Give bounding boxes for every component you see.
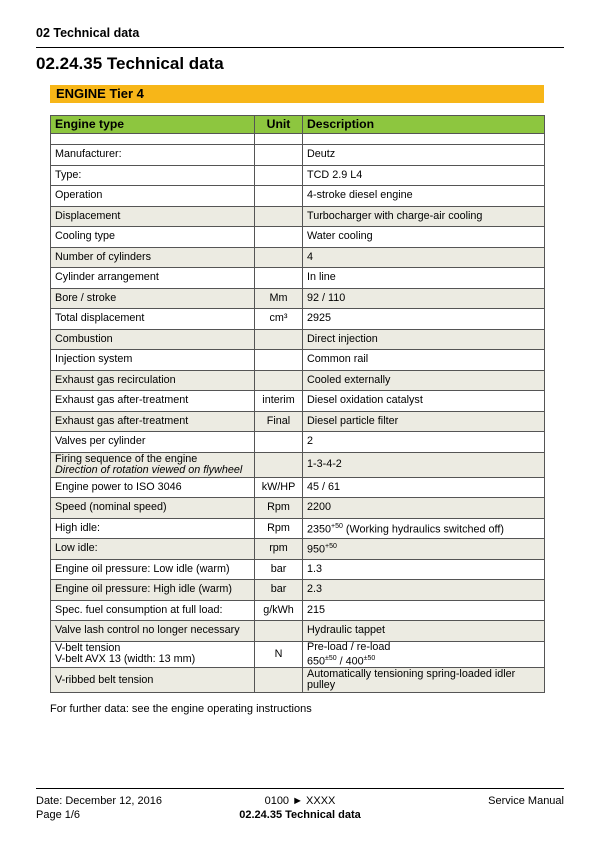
col-header-description: Description [303,116,545,134]
row-unit [255,165,303,186]
table-row [51,539,545,560]
row-label: Operation [51,186,255,207]
table-row [51,206,545,227]
row-label: Valve lash control no longer necessary [51,621,255,642]
header-rule [36,47,564,48]
col-header-engine-type: Engine type [51,116,255,134]
row-description [303,641,545,668]
row-label: Cylinder arrangement [51,268,255,289]
row-label: High idle: [51,518,255,539]
row-description: 2 [303,432,545,453]
table-row [51,145,545,166]
row-label: Engine power to ISO 3046 [51,477,255,498]
footer-page: Page 1/6 [36,809,81,821]
row-description: 2925 [303,309,545,330]
table-row [51,411,545,432]
table-row [51,559,545,580]
row-unit [255,145,303,166]
row-description: Deutz [303,145,545,166]
table-row [51,350,545,371]
row-description: 92 / 110 [303,288,545,309]
table-row [51,186,545,207]
row-unit [255,329,303,350]
footer-date: Date: December 12, 2016 [36,795,162,807]
row-label-line1: V-belt tension [55,642,121,655]
desc-value: 950 [307,544,326,557]
row-unit [255,186,303,207]
desc-tail: (Working hydraulics switched off) [342,523,504,536]
row-unit [255,206,303,227]
table-header-row [51,116,545,134]
row-description [303,539,545,560]
table-row [51,370,545,391]
desc-line2 [307,653,540,668]
row-label: Manufacturer: [51,145,255,166]
table-row [51,452,545,477]
row-label: Type: [51,165,255,186]
row-description: Direct injection [303,329,545,350]
row-label: Injection system [51,350,255,371]
row-label: Total displacement [51,309,255,330]
row-description: 1-3-4-2 [303,452,545,477]
table-row [51,391,545,412]
footer-rule [36,788,564,789]
row-description [303,518,545,539]
footer-manual: Service Manual [488,795,564,807]
row-description [303,668,545,693]
desc-value: 650 [307,655,326,668]
row-unit [255,227,303,248]
row-unit: Rpm [255,518,303,539]
desc-tolerance: +50 [325,543,337,551]
desc-tolerance: +50 [331,522,343,530]
row-label [51,641,255,668]
row-unit: interim [255,391,303,412]
row-description: Diesel particle filter [303,411,545,432]
row-unit: rpm [255,539,303,560]
row-label: Exhaust gas after-treatment [51,391,255,412]
row-unit: kW/HP [255,477,303,498]
page-title: 02.24.35 Technical data [36,54,224,73]
row-unit [255,432,303,453]
table-row [51,477,545,498]
row-description: Common rail [303,350,545,371]
row-label: Combustion [51,329,255,350]
row-description: 215 [303,600,545,621]
table-row [51,165,545,186]
further-data-note: For further data: see the engine operating instructions [50,703,312,715]
desc-line1: Pre-load / re-load [307,641,391,653]
col-header-unit: Unit [255,116,303,134]
row-unit [255,268,303,289]
row-label: Spec. fuel consumption at full load: [51,600,255,621]
row-unit: bar [255,559,303,580]
desc-tolerance: ±50 [325,654,337,662]
table-row [51,247,545,268]
row-unit: g/kWh [255,600,303,621]
row-label: Engine oil pressure: Low idle (warm) [51,559,255,580]
row-description: Diesel oxidation catalyst [303,391,545,412]
chapter-header: 02 Technical data [36,26,140,40]
row-unit [255,350,303,371]
row-label: Valves per cylinder [51,432,255,453]
section-heading: ENGINE Tier 4 [50,85,544,103]
table-row [51,621,545,642]
row-label: Exhaust gas recirculation [51,370,255,391]
row-unit [255,452,303,477]
row-description: Water cooling [303,227,545,248]
table-row [51,498,545,519]
row-description: Cooled externally [303,370,545,391]
row-description: 1.3 [303,559,545,580]
row-unit: Rpm [255,498,303,519]
row-unit [255,247,303,268]
row-description: In line [303,268,545,289]
desc-line2: pulley [307,679,336,692]
table-row [51,432,545,453]
row-label: Bore / stroke [51,288,255,309]
table-row [51,329,545,350]
row-unit: N [255,641,303,668]
row-unit: cm³ [255,309,303,330]
row-unit [255,370,303,391]
row-unit [255,621,303,642]
table-row [51,580,545,601]
table-row [51,288,545,309]
table-row [51,668,545,693]
row-description: Hydraulic tappet [303,621,545,642]
table-row [51,309,545,330]
desc-value: 2350 [307,523,332,536]
row-description: TCD 2.9 L4 [303,165,545,186]
row-label: Low idle: [51,539,255,560]
row-unit: Mm [255,288,303,309]
row-label: Engine oil pressure: High idle (warm) [51,580,255,601]
row-description: 4-stroke diesel engine [303,186,545,207]
row-label: Displacement [51,206,255,227]
row-label [51,452,255,477]
row-unit: Final [255,411,303,432]
spacer-row [51,134,545,145]
desc-value: / 400 [336,655,364,668]
row-label-line1: Firing sequence of the engine [55,452,198,465]
row-label: Exhaust gas after-treatment [51,411,255,432]
desc-line1: Automatically tensioning spring-loaded idler [307,668,516,681]
desc-tolerance: ±50 [363,654,376,662]
engine-spec-table [50,115,545,693]
row-description: Turbocharger with charge-air cooling [303,206,545,227]
row-label-line2: V-belt AVX 13 (width: 13 mm) [55,653,196,666]
table-row [51,641,545,668]
row-label: V-ribbed belt tension [51,668,255,693]
table-row [51,268,545,289]
row-label: Cooling type [51,227,255,248]
row-unit: bar [255,580,303,601]
footer-section: 02.24.35 Technical data [239,809,361,821]
row-description: 45 / 61 [303,477,545,498]
row-label: Number of cylinders [51,247,255,268]
table-row [51,518,545,539]
row-unit [255,668,303,693]
footer-code: 0100 ► XXXX [264,795,336,807]
row-description: 2.3 [303,580,545,601]
row-description: 4 [303,247,545,268]
row-label-line2: Direction of rotation viewed on flywheel [55,463,243,476]
table-row [51,600,545,621]
table-row [51,227,545,248]
row-label: Speed (nominal speed) [51,498,255,519]
row-description: 2200 [303,498,545,519]
